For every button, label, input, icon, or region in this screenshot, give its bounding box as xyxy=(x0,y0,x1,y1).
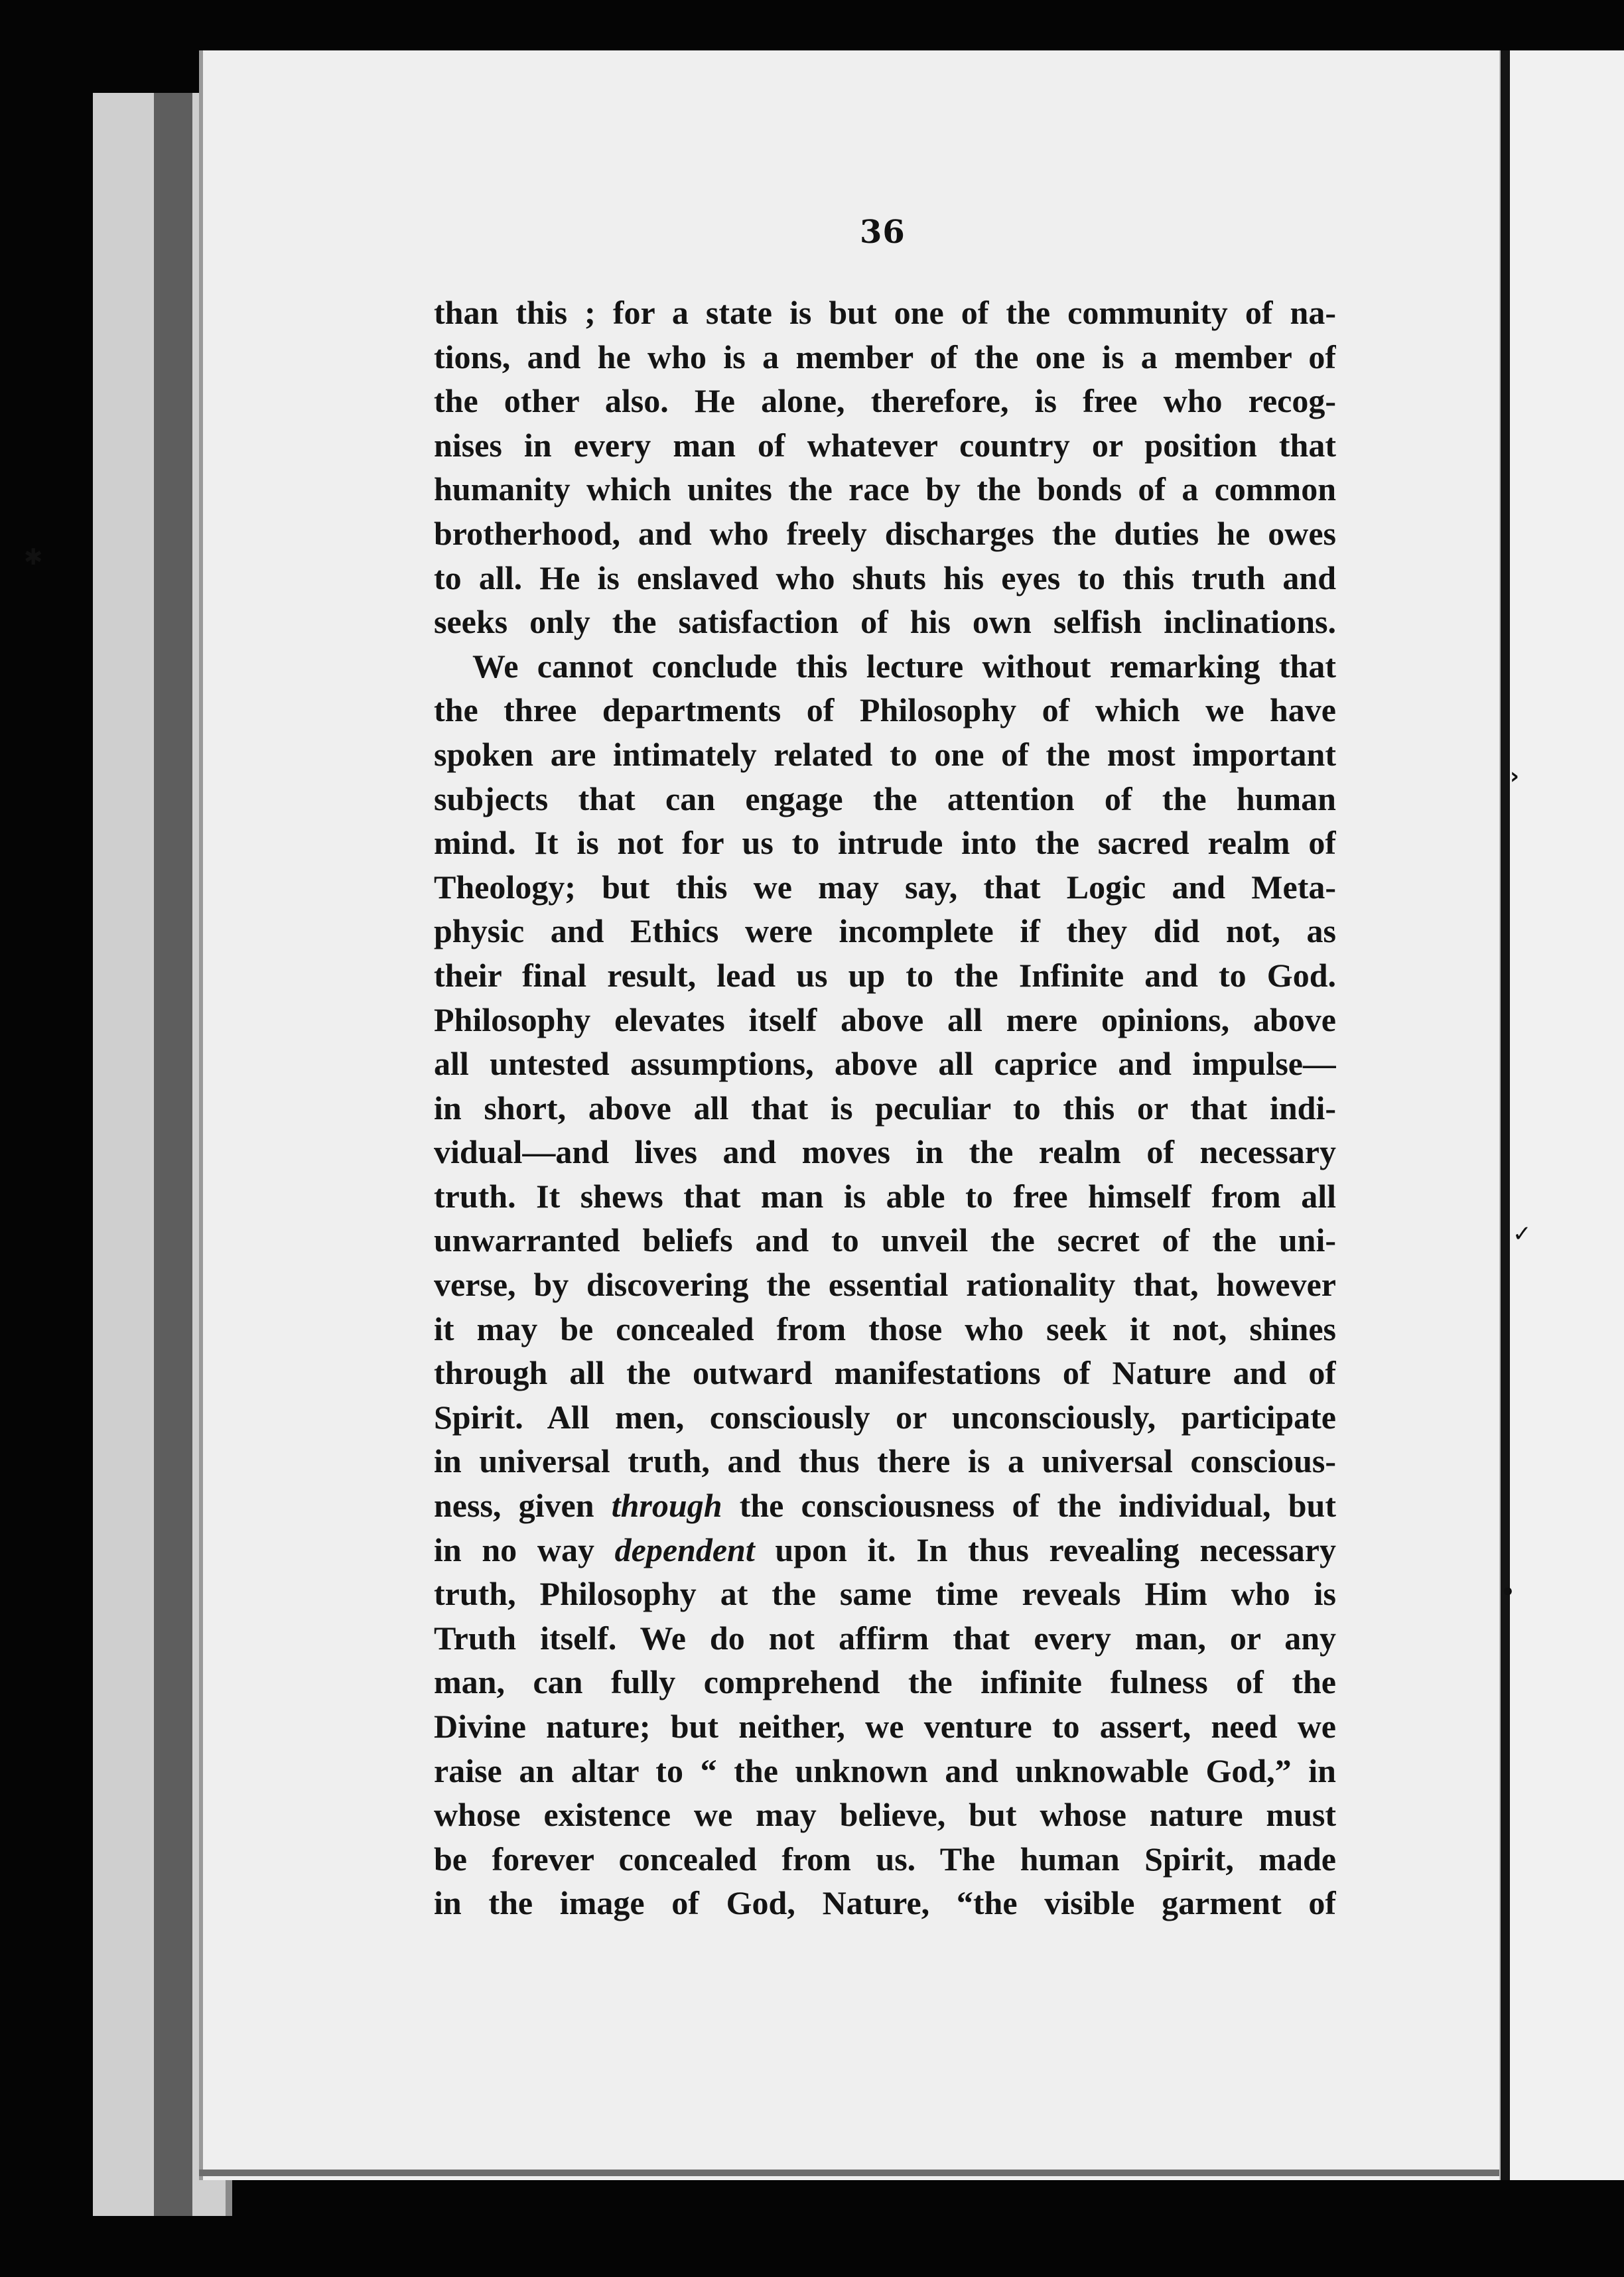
text-line: raise an altar to “ the unknown and unknowable God,” in xyxy=(434,1752,1336,1789)
text-line: be forever concealed from us. The human Spirit, made xyxy=(434,1840,1336,1878)
text-line: seeks only the satisfaction of his own selfish inclinations. xyxy=(434,603,1336,641)
page-gutter xyxy=(154,93,192,2216)
text-line: in universal truth, and thus there is a universal conscious- xyxy=(434,1442,1336,1480)
paragraph-start-line: We cannot conclude this lecture without remarking that xyxy=(472,647,1336,685)
italic-word-through: through xyxy=(611,1487,722,1525)
text-line: humanity which unites the race by the bonds of a common xyxy=(434,470,1336,508)
page-number: 36 xyxy=(860,214,906,251)
text-line: truth, Philosophy at the same time reveals Him who is xyxy=(434,1575,1336,1613)
text-line-with-italic xyxy=(434,1484,1336,1528)
text-line: nises in every man of whatever country or position that xyxy=(434,426,1336,464)
text-line: verse, by discovering the essential rationality that, however xyxy=(434,1266,1336,1304)
scan-speck: ✓ xyxy=(1513,1221,1532,1247)
text-line: physic and Ethics were incomplete if they did not, as xyxy=(434,912,1336,950)
text-line: to all. He is enslaved who shuts his eyes to this truth and xyxy=(434,559,1336,596)
text-segment: upon it. In thus revealing necessary xyxy=(754,1531,1336,1568)
text-line: all untested assumptions, above all caprice and impulse— xyxy=(434,1045,1336,1083)
text-segment: in no way xyxy=(434,1531,615,1568)
scan-speck: › xyxy=(1510,763,1520,790)
text-line: unwarranted beliefs and to unveil the secret of the uni- xyxy=(434,1221,1336,1259)
text-line: man, can fully comprehend the infinite fulness of the xyxy=(434,1663,1336,1701)
text-line: mind. It is not for us to intrude into the sacred realm of xyxy=(434,824,1336,862)
text-line: Philosophy elevates itself above all mere opinions, above xyxy=(434,1000,1336,1038)
scan-speck: • xyxy=(1501,1579,1515,1606)
text-segment: ness, given xyxy=(434,1487,612,1525)
text-segment: the consciousness of the individual, but xyxy=(722,1487,1336,1525)
text-line: Truth itself. We do not affirm that every man, or any xyxy=(434,1619,1336,1657)
text-line: truth. It shews that man is able to free himself from all xyxy=(434,1177,1336,1215)
text-line: their final result, lead us up to the Infinite and to God. xyxy=(434,956,1336,994)
text-line: the three departments of Philosophy of which we have xyxy=(434,691,1336,729)
text-line: it may be concealed from those who seek it not, shines xyxy=(434,1310,1336,1347)
text-line: than this ; for a state is but one of the community of na- xyxy=(434,294,1336,331)
text-line: tions, and he who is a member of the one is a member of xyxy=(434,338,1336,376)
text-line: Theology; but this we may say, that Logic and Meta- xyxy=(434,868,1336,906)
text-line: Spirit. All men, consciously or unconsciously, participate xyxy=(434,1398,1336,1436)
scan-speck: ✱ xyxy=(24,544,43,571)
page-bottom-edge xyxy=(199,2170,1499,2176)
text-line: Divine nature; but neither, we venture to assert, need we xyxy=(434,1708,1336,1745)
text-line: vidual—and lives and moves in the realm of necessary xyxy=(434,1133,1336,1171)
body-text xyxy=(434,291,1336,1925)
italic-word-dependent: dependent xyxy=(614,1531,755,1568)
text-line: through all the outward manifestations of Nature and of xyxy=(434,1354,1336,1392)
text-line: spoken are intimately related to one of the most important xyxy=(434,735,1336,773)
next-page-edge xyxy=(1501,50,1624,2180)
text-line-with-italic xyxy=(434,1528,1336,1572)
text-line: in short, above all that is peculiar to this or that indi- xyxy=(434,1089,1336,1127)
text-line: the other also. He alone, therefore, is free who recog- xyxy=(434,382,1336,420)
text-line: in the image of God, Nature, “the visible garment of xyxy=(434,1884,1336,1922)
text-line: whose existence we may believe, but whose nature must xyxy=(434,1796,1336,1834)
text-line: brotherhood, and who freely discharges the duties he owes xyxy=(434,514,1336,552)
text-line: subjects that can engage the attention of the human xyxy=(434,780,1336,817)
